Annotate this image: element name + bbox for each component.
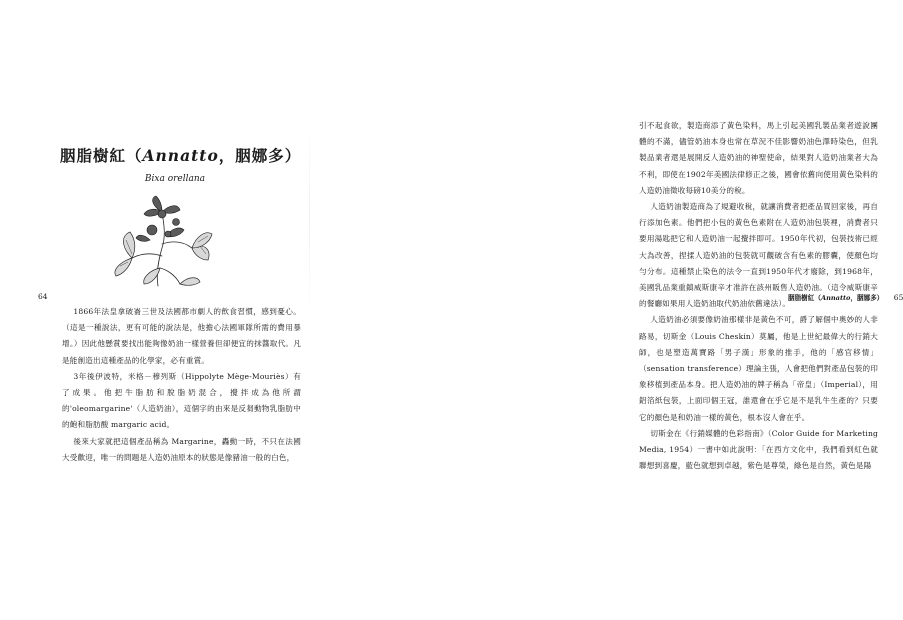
chapter-title-latin: Annatto bbox=[142, 146, 219, 166]
paragraph: 3年後伊波特，米格－穆列斯（Hippolyte Mège-Mouriès）有了成果。他把牛脂肪和脫脂奶混合，攪拌成為他所謂的'oleomargarine'（人造奶油），這個字的由來是反芻動物乳脂肪中的飽和脂肪酸 margaric acid。 bbox=[62, 371, 301, 430]
paragraph: 人造奶油必須要像奶油那樣非是黃色不可，爵了解個中奧妙的人非路易，切斯金（Louis Cheskin）莫屬，他是上世紀最偉大的行銷大師，也是塑造萬寶路「男子漢」形象的推手，他的「感官移情」（sensation transference）理論主張，人會把他們對產品包裝的印象移植到產品本身。把人造奶油的牌子稱為「帝皇」（Imperial），用鋁箔紙包裝，上面印個王冠，誰還會在乎它是不是乳牛生產的？只要它的顏色是和奶油一樣的黃色，根本沒人會在乎。 bbox=[639, 315, 878, 422]
paragraph: 人造奶油製造商為了規避收稅，就讓消費者把產品買回家後，再自行添加色素。他們把小包的黃色色素附在人造奶油包裝裡，消費者只要用湯匙把它和人造奶油一起攪拌即可。1950年代初，包裝技術已經大為改善，捏揉人造奶油的包裝就可觀破含有色素的膠囊，使顏色均勻分布。這種禁止染色的法令一直到1950年代才廢除，到1968年，美國乳品業重鎮威斯康辛才准許在該州販售人造奶油。（這令威斯康辛的餐廳如果用人造奶油取代奶油依舊違法）。 bbox=[639, 202, 878, 309]
species-name: Bixa orellana bbox=[144, 174, 206, 184]
left-page bbox=[0, 0, 310, 620]
right-page bbox=[310, 0, 903, 620]
paragraph: 切斯金在《行銷媒體的色彩指南》（Color Guide for Marketing Media, 1954）一書中如此說明：「在西方文化中，我們看到紅色就聯想到喜慶，藍色就想到卓越，紫色是尊榮，綠色是自然，黃色是陽 bbox=[639, 428, 878, 471]
page-number: 64 bbox=[38, 292, 48, 301]
paragraph: 引不起食欲，製造商添了黃色染料，馬上引起美國乳製品業者遊說團體的不滿，儘管奶油本身也常在草況不佳影響奶油色澤時染色，但乳製品業者還是展開反人造奶油的神聖使命，結果對人造奶油業者大為不利，即使在1902年美國法律修正之後，國會依舊向使用黃色染料的人造奶油徵收每磅10美分的稅。 bbox=[639, 121, 878, 195]
running-head-title-start: 胭脂樹紅（ bbox=[788, 294, 821, 302]
annatto-plant-illustration-icon bbox=[106, 196, 216, 288]
chapter-title-start: 胭脂樹紅（ bbox=[60, 146, 143, 166]
left-body-text bbox=[62, 304, 301, 466]
paragraph: 後來大家就把這個產品稱為 Margarine，轟動一時，不只在法國大受歡迎，唯一的問題是人造奶油原本的狀態是像豬油一般的白色， bbox=[62, 436, 301, 462]
running-head-latin: Annatto bbox=[820, 294, 851, 302]
running-footer bbox=[788, 292, 903, 302]
page-number: 65 bbox=[893, 293, 903, 302]
chapter-title bbox=[60, 144, 302, 166]
paragraph: 1866年法皇拿破崙三世及法國都市劇人的飲食習慣，感到憂心。（這是一種說法，更有可能的說法是，他擔心法國軍隊所需的費用暴增。）因此他懸賞要找出能夠像奶油一樣營養但卻便宜的抹醬取代。凡是能創造出這種產品的化學家，必有重賞。 bbox=[62, 307, 301, 365]
running-head-title bbox=[788, 294, 883, 302]
running-head-title-end: ，胭娜多） bbox=[850, 294, 884, 302]
chapter-title-end: ，胭娜多） bbox=[218, 146, 302, 166]
